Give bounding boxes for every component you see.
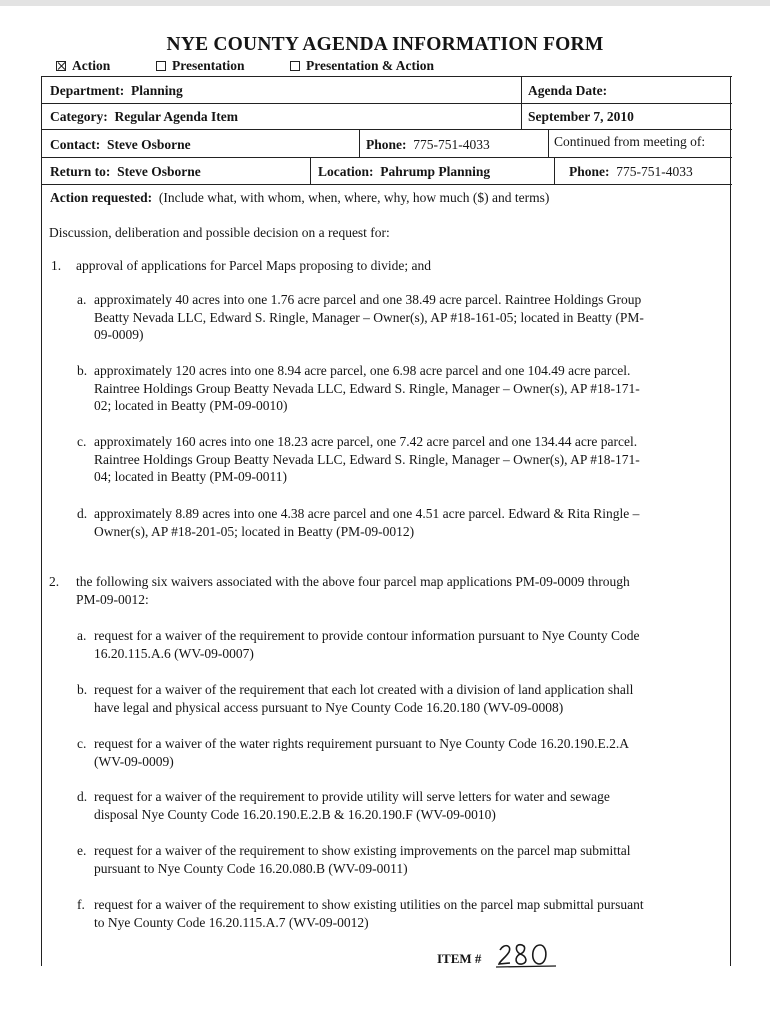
sub-letter: b. bbox=[77, 363, 88, 378]
sub-item-line: pursuant to Nye County Code 16.20.080.B (WV-09-0011) bbox=[94, 860, 408, 876]
sub-letter: c. bbox=[77, 736, 87, 751]
sub-item bbox=[94, 681, 633, 716]
sub-item-line: (WV-09-0009) bbox=[94, 753, 174, 769]
sub-item-line: approximately 160 acres into one 18.23 acre parcel, one 7.42 acre parcel and one 134.44 acre parcel. bbox=[94, 434, 638, 449]
sub-item bbox=[94, 735, 629, 770]
sub-item-line: Raintree Holdings Group Beatty Nevada LLC, Edward S. Ringle, Manager – Owner(s), AP #18-171- bbox=[94, 451, 640, 467]
sub-item-line: request for a waiver of the water rights requirement pursuant to Nye County Code 16.20.190.E.2.A bbox=[94, 736, 629, 751]
sub-item bbox=[94, 896, 644, 931]
contact-value: Steve Osborne bbox=[107, 137, 191, 152]
action-requested-label: Action requested: bbox=[50, 190, 153, 205]
form-title: NYE COUNTY AGENDA INFORMATION FORM bbox=[166, 34, 604, 55]
digit-stroke bbox=[499, 946, 510, 964]
item-number-stamp: ITEM # bbox=[437, 951, 482, 966]
department-value: Planning bbox=[130, 83, 183, 98]
continued-from-label: Continued from meeting of: bbox=[554, 134, 706, 149]
sub-letter: e. bbox=[77, 843, 87, 858]
agenda-date-label: Agenda Date: bbox=[528, 83, 608, 98]
contact-phone-value: 775-751-4033 bbox=[413, 137, 490, 152]
return-phone-label: Phone: bbox=[569, 164, 610, 179]
sub-letter: a. bbox=[77, 628, 87, 643]
location-label: Location: bbox=[318, 164, 374, 179]
sub-item-line: approximately 40 acres into one 1.76 acre parcel and one 38.49 acre parcel. Raintree Holdings Group bbox=[94, 292, 642, 307]
option-label: Action bbox=[72, 58, 111, 73]
sub-letter: a. bbox=[77, 292, 87, 307]
sub-item-line: approximately 120 acres into one 8.94 acre parcel, one 6.98 acre parcel and one 104.49 acre parcel. bbox=[94, 363, 631, 378]
return-to-label: Return to: bbox=[50, 164, 111, 179]
category-label: Category: bbox=[50, 109, 108, 124]
action-requested-hint: (Include what, with whom, when, where, why, how much ($) and terms) bbox=[158, 190, 550, 205]
sub-letter: f. bbox=[77, 897, 85, 912]
item-number: 1. bbox=[51, 258, 62, 273]
sub-item-line: Beatty Nevada LLC, Edward S. Ringle, Manager – Owner(s), AP #18-161-05; located in Beatty (PM- bbox=[94, 309, 644, 325]
sub-item-line: disposal Nye County Code 16.20.190.E.2.B & 16.20.190.F (WV-09-0010) bbox=[94, 806, 496, 822]
sub-item-line: to Nye County Code 16.20.115.A.7 (WV-09-0012) bbox=[94, 914, 369, 930]
sub-letter: c. bbox=[77, 434, 87, 449]
sub-item-line: request for a waiver of the requirement to show existing improvements on the parcel map submittal bbox=[94, 843, 631, 858]
return-phone-value: 775-751-4033 bbox=[616, 164, 693, 179]
sub-letter: d. bbox=[77, 789, 88, 804]
item-line: the following six waivers associated with the above four parcel map applications PM-09-0009 through bbox=[76, 574, 630, 589]
return-to-value: Steve Osborne bbox=[117, 164, 201, 179]
underline-stroke bbox=[496, 966, 556, 967]
sub-item-line: request for a waiver of the requirement to show existing utilities on the parcel map submittal pursuant bbox=[94, 897, 644, 912]
sub-item-line: 09-0009) bbox=[94, 327, 144, 342]
item-number: 2. bbox=[49, 574, 60, 589]
sub-item bbox=[94, 362, 640, 415]
sub-item-line: have legal and physical access pursuant to Nye County Code 16.20.180 (WV-09-0008) bbox=[94, 699, 564, 715]
sub-item-line: 16.20.115.A.6 (WV-09-0007) bbox=[94, 645, 254, 661]
digit-stroke bbox=[533, 945, 546, 964]
category-value: Regular Agenda Item bbox=[114, 109, 238, 124]
sub-item-line: Raintree Holdings Group Beatty Nevada LLC, Edward S. Ringle, Manager – Owner(s), AP #18-171- bbox=[94, 380, 640, 396]
item-text bbox=[76, 573, 630, 608]
item-text: approval of applications for Parcel Maps proposing to divide; and bbox=[76, 258, 432, 273]
item-line: PM-09-0012: bbox=[76, 591, 149, 607]
sub-item bbox=[94, 505, 639, 540]
sub-item bbox=[94, 433, 640, 486]
intro-text: Discussion, deliberation and possible decision on a request for: bbox=[49, 225, 390, 240]
sub-item-line: 04; located in Beatty (PM-09-0011) bbox=[94, 469, 287, 484]
sub-item-line: request for a waiver of the requirement to provide contour information pursuant to Nye County Code bbox=[94, 628, 640, 643]
sub-item bbox=[94, 842, 630, 877]
sub-item-line: request for a waiver of the requirement to provide utility will serve letters for water and sewage bbox=[94, 789, 610, 804]
sub-letter: d. bbox=[77, 506, 88, 521]
contact-label: Contact: bbox=[50, 137, 101, 152]
sub-item-line: 02; located in Beatty (PM-09-0010) bbox=[94, 398, 288, 413]
sub-item bbox=[94, 788, 610, 823]
sub-item-line: Owner(s), AP #18-201-05; located in Beatty (PM-09-0012) bbox=[94, 523, 415, 539]
option-label: Presentation bbox=[172, 58, 245, 73]
handwritten-item-number bbox=[494, 940, 558, 970]
agenda-date-value: September 7, 2010 bbox=[528, 109, 634, 124]
sub-item bbox=[94, 291, 644, 344]
option-label: Presentation & Action bbox=[306, 58, 434, 73]
digit-stroke bbox=[516, 945, 526, 964]
sub-letter: b. bbox=[77, 682, 88, 697]
sub-item bbox=[94, 627, 639, 662]
sub-item-line: request for a waiver of the requirement that each lot created with a division of land application shall bbox=[94, 682, 634, 697]
location-value: Pahrump Planning bbox=[380, 164, 491, 179]
sub-item-line: approximately 8.89 acres into one 4.38 acre parcel and one 4.51 acre parcel. Edward & Rita Ringle – bbox=[94, 506, 640, 521]
department-label: Department: bbox=[50, 83, 125, 98]
contact-phone-label: Phone: bbox=[366, 137, 407, 152]
